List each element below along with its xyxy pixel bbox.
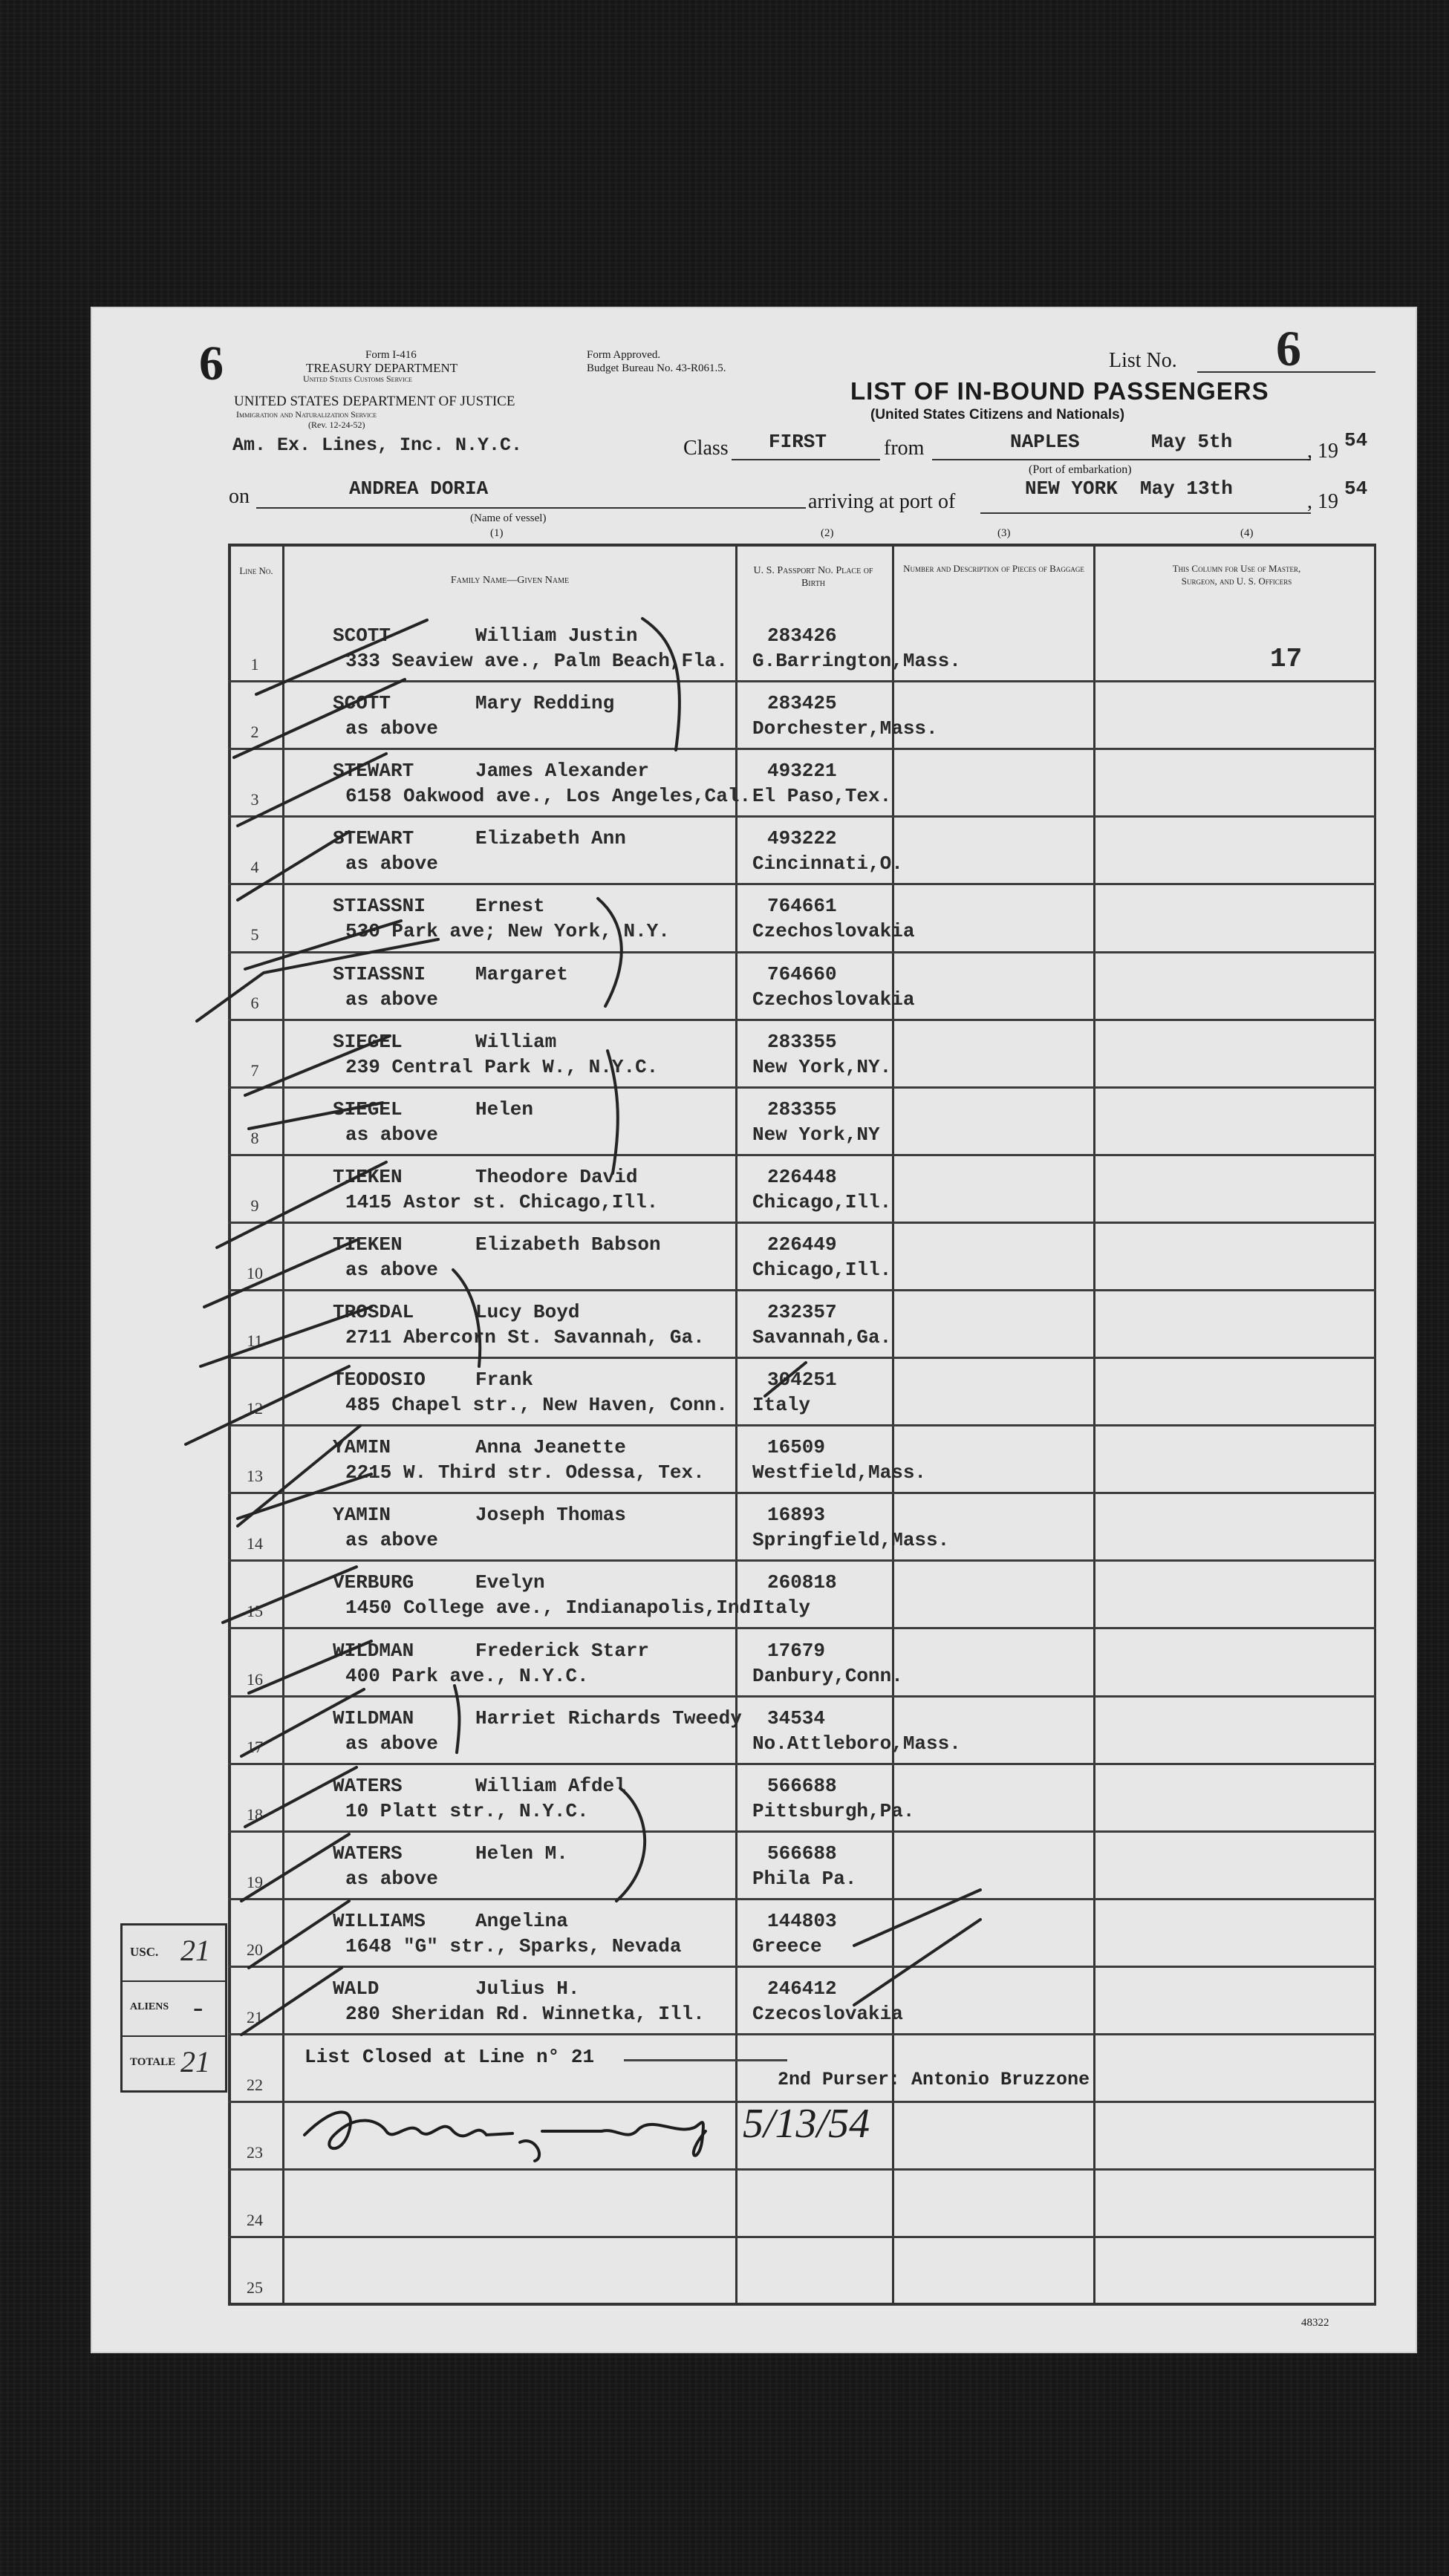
steamship-line: Am. Ex. Lines, Inc. N.Y.C. [232,434,523,456]
given-name: Elizabeth Babson [475,1233,661,1256]
family-name: SCOTT [333,692,391,714]
family-name: SIEGEL [333,1098,403,1121]
form-revision: (Rev. 12-24-52) [308,420,365,430]
address: 280 Sheridan Rd. Winnetka, Ill. [345,2003,705,2025]
family-name: TIEKEN [333,1166,403,1188]
address: 485 Chapel str., New Haven, Conn. [345,1394,728,1416]
column-number-4: (4) [1240,527,1254,539]
given-name: Mary Redding [475,692,615,714]
address: 2215 W. Third str. Odessa, Tex. [345,1461,705,1484]
family-name: WILLIAMS [333,1910,426,1932]
vessel-caption: (Name of vessel) [470,512,547,524]
family-name: YAMIN [333,1436,391,1458]
form-approved: Form Approved. [587,349,661,361]
header-baggage: Number and Description of Pieces of Baggage [903,563,1084,574]
address: 333 Seaview ave., Palm Beach,Fla. [345,650,728,672]
family-name: STEWART [333,760,414,782]
line-number: 2 [250,723,259,741]
page-title: LIST OF IN-BOUND PASSENGERS [850,377,1269,405]
family-name: SCOTT [333,625,391,647]
place-of-birth: Italy [752,1394,811,1416]
family-name: WALD [333,1977,380,2000]
line-number: 11 [247,1331,263,1350]
given-name: Harriet Richards Tweedy [475,1707,742,1729]
passport-number: 304251 [767,1369,837,1391]
sheet-number: 6 [199,336,224,391]
given-name: William Afdel [475,1775,626,1797]
line-number: 9 [250,1196,259,1215]
family-name: TEODOSIO [333,1369,426,1391]
place-of-birth: New York,NY. [752,1056,892,1078]
given-name: Joseph Thomas [475,1504,626,1526]
passport-number: 566688 [767,1775,837,1797]
address: 6158 Oakwood ave., Los Angeles,Cal. [345,785,752,807]
from-label: from [884,437,925,460]
class-label: Class [683,437,729,460]
place-of-birth: El Paso,Tex. [752,785,892,807]
passport-number: 493222 [767,827,837,850]
passport-number: 493221 [767,760,837,782]
given-name: Margaret [475,963,568,985]
printer-code: 48322 [1301,2317,1329,2329]
from-year-prefix: , 19 [1307,440,1338,463]
justice-department: UNITED STATES DEPARTMENT OF JUSTICE [234,394,515,409]
place-of-birth: Greece [752,1935,822,1957]
place-of-birth: Cincinnati,O. [752,852,903,875]
header-officers: This Column for Use of Master, Surgeon, and U. S. Officers [1172,563,1301,587]
from-year: 54 [1344,429,1368,451]
list-closed-note: List Closed at Line n° 21 [305,2046,595,2068]
header-name: Family Name—Given Name [450,575,570,586]
place-of-birth: Phila Pa. [752,1868,857,1890]
form-number: Form I-416 [365,349,417,361]
address: as above [345,1529,438,1551]
place-of-birth: Savannah,Ga. [752,1326,892,1349]
passport-number: 246412 [767,1977,837,2000]
given-name: William [475,1031,557,1053]
address: as above [345,1259,438,1281]
list-no-label: List No. [1109,349,1177,372]
passport-number: 283425 [767,692,837,714]
usc-label: USC. [130,1945,159,1959]
address: 530 Park ave; New York, N.Y. [345,920,670,942]
place-of-birth: Italy [752,1597,811,1619]
passport-number: 16893 [767,1504,826,1526]
vessel-name: ANDREA DORIA [349,477,489,500]
column-number-1: (1) [490,527,504,539]
place-of-birth: Westfield,Mass. [752,1461,927,1484]
given-name: Angelina [475,1910,568,1932]
passport-number: 232357 [767,1301,837,1323]
address: as above [345,1732,438,1755]
column-number-3: (3) [997,527,1011,539]
place-of-birth: Czechoslovakia [752,988,915,1011]
address: 239 Central Park W., N.Y.C. [345,1056,659,1078]
from-port: NAPLES [1010,431,1080,453]
line-number: 22 [247,2076,263,2094]
line-number: 8 [250,1129,259,1147]
page-subtitle: (United States Citizens and Nationals) [870,407,1125,423]
family-name: WATERS [333,1775,403,1797]
header-passport: U. S. Passport No. Place of Birth [753,565,873,589]
family-name: STEWART [333,827,414,850]
aliens-value: - [193,1990,203,2024]
family-name: WILDMAN [333,1707,414,1729]
place-of-birth: Danbury,Conn. [752,1665,903,1687]
given-name: Anna Jeanette [475,1436,626,1458]
place-of-birth: Pittsburgh,Pa. [752,1800,915,1822]
place-of-birth: Dorchester,Mass. [752,717,938,740]
given-name: Ernest [475,895,545,917]
given-name: Lucy Boyd [475,1301,580,1323]
line-number: 3 [250,790,259,809]
line-number: 10 [247,1264,263,1282]
line-number: 18 [247,1805,263,1824]
given-name: Julius H. [475,1977,580,2000]
line-number: 19 [247,1873,263,1891]
passport-number: 283355 [767,1098,837,1121]
family-name: STIASSNI [333,895,426,917]
family-name: YAMIN [333,1504,391,1526]
given-name: Evelyn [475,1571,545,1594]
passport-number: 283426 [767,625,837,647]
line-number: 14 [247,1534,263,1553]
class-value: FIRST [769,431,827,453]
given-name: Helen [475,1098,534,1121]
family-name: STIASSNI [333,963,426,985]
immigration-service: Immigration and Naturalization Service [236,409,377,420]
from-date: May 5th [1151,431,1233,453]
line-number: 7 [250,1061,259,1080]
address: 400 Park ave., N.Y.C. [345,1665,589,1687]
passport-number: 260818 [767,1571,837,1594]
place-of-birth: Czecoslovakia [752,2003,903,2025]
arrival-port: NEW YORK [1025,477,1118,500]
address: 1648 "G" str., Sparks, Nevada [345,1935,682,1957]
officer-note: 17 [1270,644,1303,674]
line-number: 16 [247,1670,263,1689]
given-name: James Alexander [475,760,650,782]
passport-number: 566688 [767,1842,837,1865]
department: TREASURY DEPARTMENT [306,361,458,375]
line-number: 4 [250,858,259,876]
passport-number: 34534 [767,1707,826,1729]
line-number: 17 [247,1738,263,1756]
passport-number: 16509 [767,1436,826,1458]
line-number: 20 [247,1940,263,1959]
usc-value: 21 [180,1934,210,1967]
given-name: William Justin [475,625,638,647]
passport-number: 17679 [767,1640,826,1662]
column-number-2: (2) [821,527,834,539]
address: 1450 College ave., Indianapolis,Ind. [345,1597,763,1619]
address: as above [345,852,438,875]
address: 10 Platt str., N.Y.C. [345,1800,589,1822]
address: as above [345,717,438,740]
passport-number: 764661 [767,895,837,917]
budget-bureau: Budget Bureau No. 43-R061.5. [587,362,726,374]
line-number: 15 [247,1602,263,1620]
list-no-value: 6 [1276,320,1301,376]
purser-signature-line: 2nd Purser: Antonio Bruzzone [778,2069,1090,2090]
place-of-birth: Chicago,Ill. [752,1191,892,1213]
family-name: TIEKEN [333,1233,403,1256]
line-number: 6 [250,994,259,1012]
family-name: TROSDAL [333,1301,414,1323]
arrival-date: May 13th [1140,477,1233,500]
family-name: VERBURG [333,1571,414,1594]
passport-number: 226448 [767,1166,837,1188]
line-number: 1 [250,655,259,674]
total-value: 21 [180,2045,210,2078]
place-of-birth: Chicago,Ill. [752,1259,892,1281]
signature-date: 5/13/54 [743,2101,870,2147]
address: as above [345,1868,438,1890]
given-name: Helen M. [475,1842,568,1865]
address: as above [345,1124,438,1146]
passport-number: 144803 [767,1910,837,1932]
line-number: 12 [247,1399,263,1418]
family-name: SIEGEL [333,1031,403,1053]
given-name: Theodore David [475,1166,638,1188]
address: as above [345,988,438,1011]
customs-service: United States Customs Service [303,374,412,384]
given-name: Frederick Starr [475,1640,650,1662]
place-of-birth: Czechoslovakia [752,920,915,942]
line-number: 25 [247,2278,263,2297]
total-label: TOTALE [130,2056,176,2068]
passport-number: 283355 [767,1031,837,1053]
address: 1415 Astor st. Chicago,Ill. [345,1191,659,1213]
header-line-no: Line No. [239,565,273,576]
line-number: 23 [247,2143,263,2162]
aliens-label: ALIENS [130,2001,169,2012]
place-of-birth: G.Barrington,Mass. [752,650,961,672]
line-number: 24 [247,2211,263,2229]
line-number: 5 [250,925,259,944]
line-number: 21 [247,2008,263,2026]
arrival-year: 54 [1344,477,1368,500]
given-name: Elizabeth Ann [475,827,626,850]
port-caption: (Port of embarkation) [1029,463,1132,476]
place-of-birth: Springfield,Mass. [752,1529,950,1551]
place-of-birth: No.Attleboro,Mass. [752,1732,961,1755]
family-name: WATERS [333,1842,403,1865]
place-of-birth: New York,NY [752,1124,880,1146]
passport-number: 226449 [767,1233,837,1256]
arrival-year-prefix: , 19 [1307,490,1338,513]
line-number: 13 [247,1467,263,1485]
passport-number: 764660 [767,963,837,985]
given-name: Frank [475,1369,534,1391]
on-label: on [229,485,250,508]
address: 2711 Abercorn St. Savannah, Ga. [345,1326,705,1349]
family-name: WILDMAN [333,1640,414,1662]
arriving-label: arriving at port of [808,490,956,513]
